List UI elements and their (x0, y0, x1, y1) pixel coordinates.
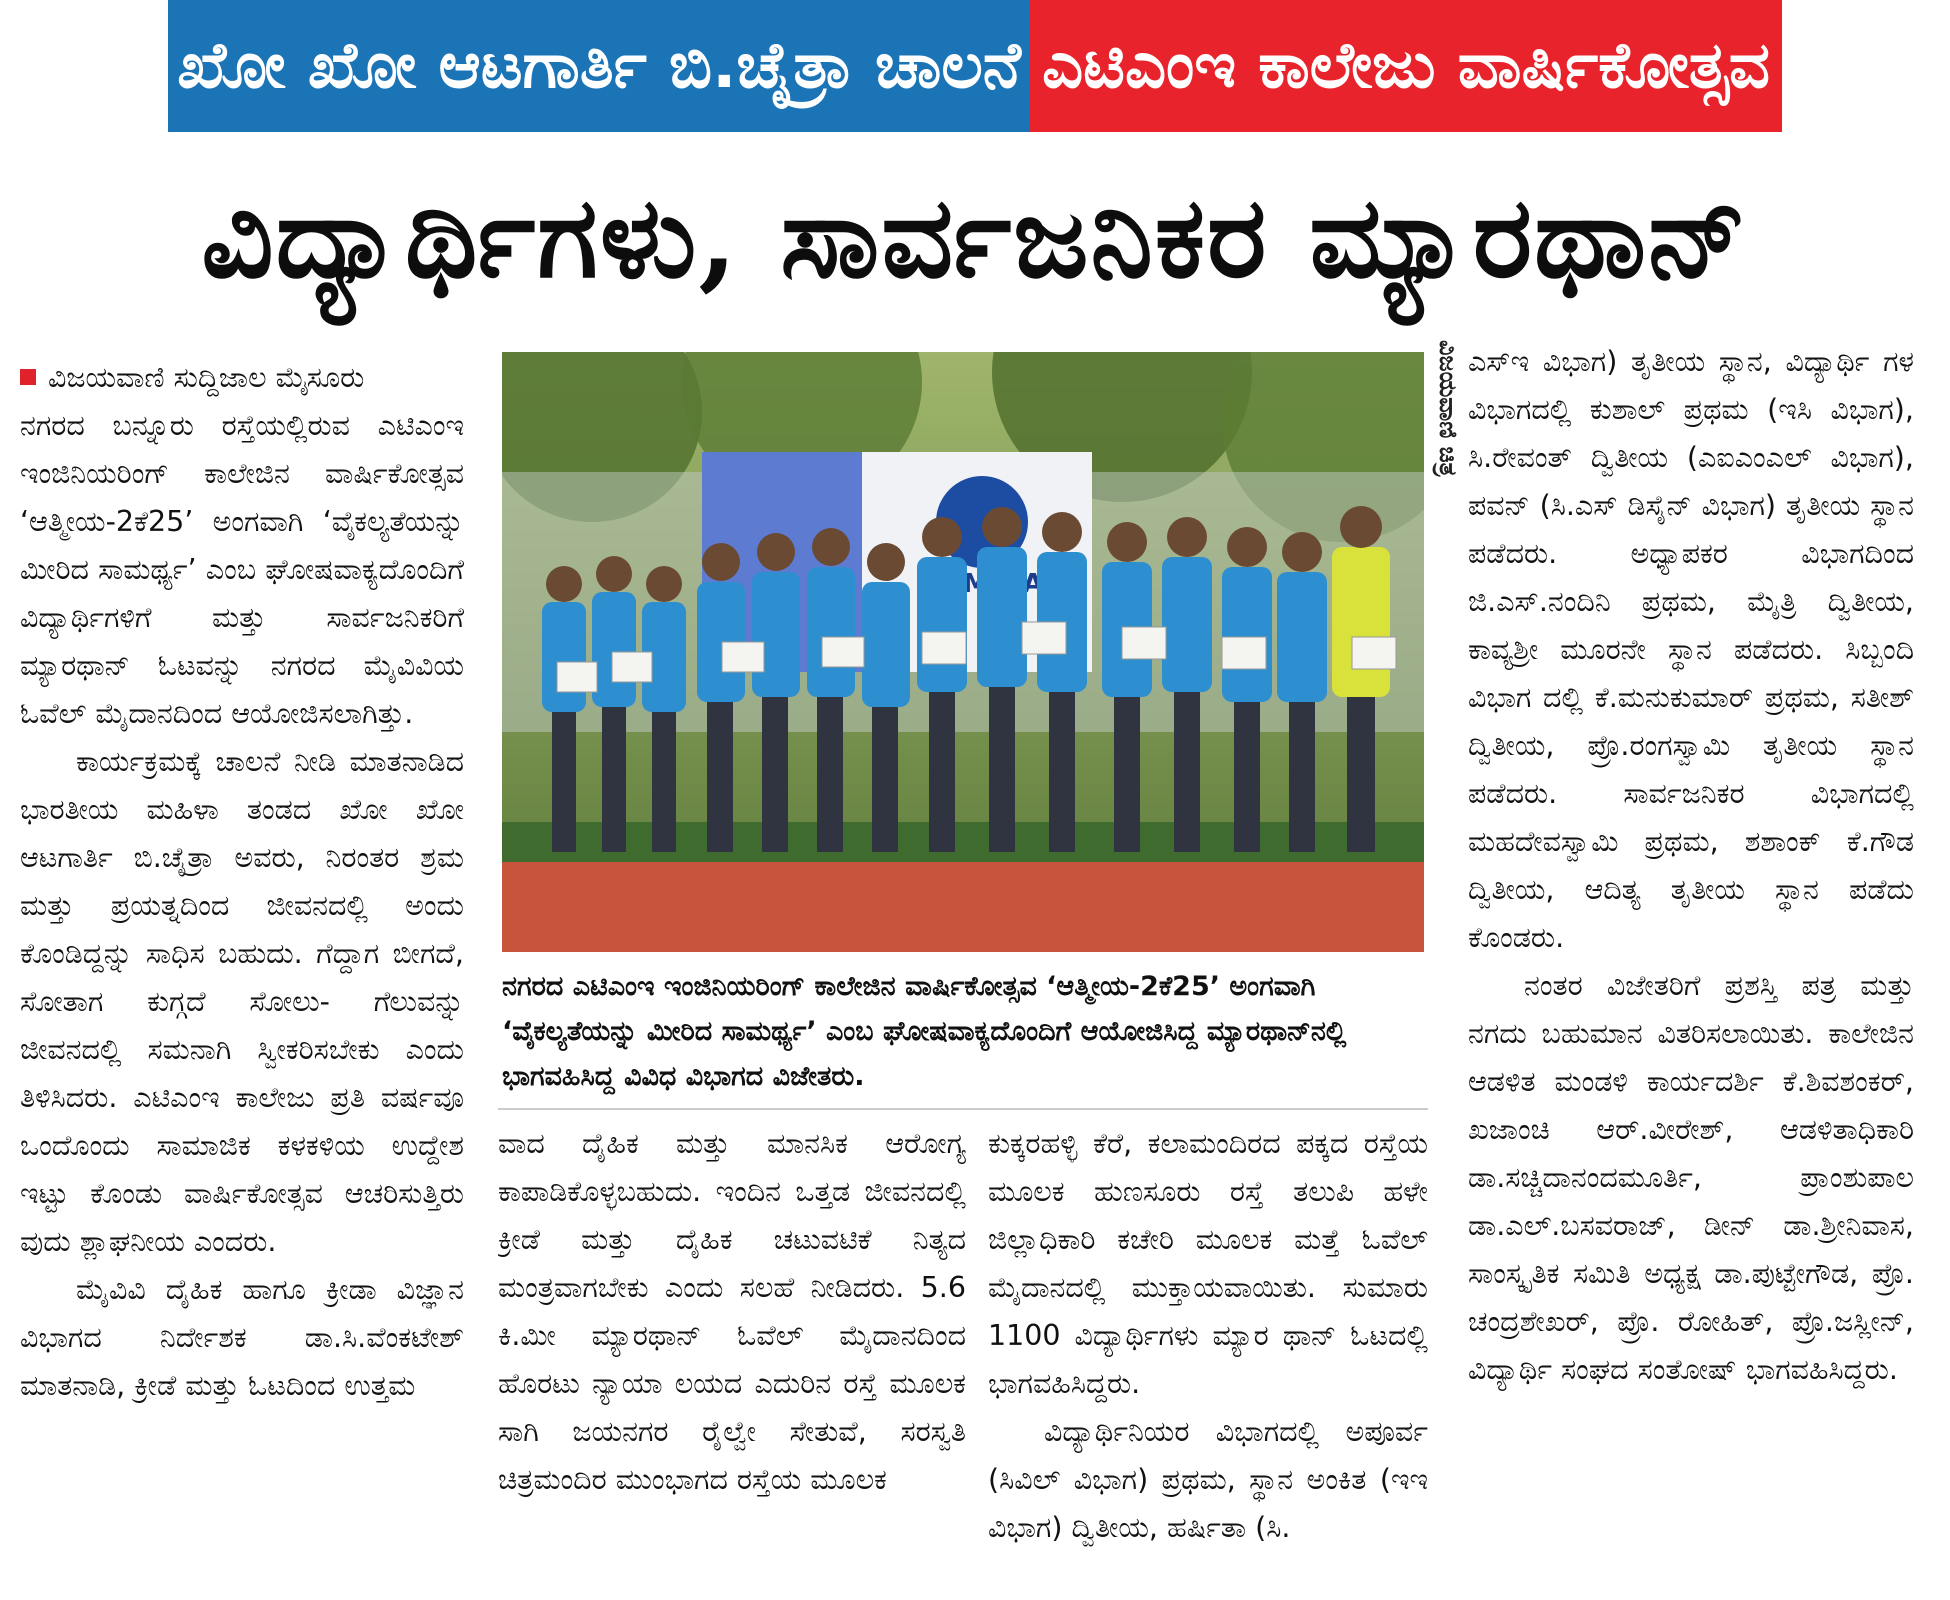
photo-caption: ನಗರದ ಎಟಿಎಂಇ ಇಂಜಿನಿಯರಿಂಗ್ ಕಾಲೇಜಿನ ವಾರ್ಷಿಕೋತ್ಸವ ‘ಆತ್ಮೀಯ-2ಕೆ25’ ಅಂಗವಾಗಿ ‘ವೈಕಲ್ಯತೆಯನ್ನು ಮೀರಿದ ಸಾಮರ್ಥ್ಯ’ ಎಂಬ ಘೋಷವಾಕ್ಯದೊಂದಿಗೆ ಆಯೋಜಿಸಿದ್ದ ಮ್ಯಾರಥಾನ್‌ನಲ್ಲಿ ಭಾಗವಹಿಸಿದ್ದ ವಿವಿಧ ವಿಭಾಗದ ವಿಜೇತರು. (502, 971, 1347, 1092)
dateline-square-icon (20, 369, 36, 385)
kicker-left: ಖೋ ಖೋ ಆಟಗಾರ್ತಿ ಬಿ.ಚೈತ್ರಾ ಚಾಲನೆ (168, 0, 1030, 132)
divider (498, 1108, 1428, 1110)
news-photo (502, 352, 1424, 952)
article-column-4 (1468, 338, 1914, 1594)
headline: ವಿದ್ಯಾರ್ಥಿಗಳು, ಸಾರ್ವಜನಿಕರ ಮ್ಯಾರಥಾನ್ (201, 171, 1749, 303)
paragraph: ನಗರದ ಬನ್ನೂರು ರಸ್ತೆಯಲ್ಲಿರುವ ಎಟಿಎಂಇ ಇಂಜಿನಿಯರಿಂಗ್ ಕಾಲೇಜಿನ ವಾರ್ಷಿಕೋತ್ಸವ ‘ಆತ್ಮೀಯ-2ಕೆ25’ ಅಂಗವಾಗಿ ‘ವೈಕಲ್ಯತೆಯನ್ನು ಮೀರಿದ ಸಾಮರ್ಥ್ಯ’ ಎಂಬ ಘೋಷವಾಕ್ಯದೊಂದಿಗೆ ವಿದ್ಯಾರ್ಥಿಗಳಿಗೆ ಮತ್ತು ಸಾರ್ವಜನಿಕರಿಗೆ ಮ್ಯಾರಥಾನ್ ಓಟವನ್ನು ನಗರದ ಮೈವಿವಿಯ ಓವೆಲ್ ಮೈದಾನದಿಂದ ಆಯೋಜಿಸಲಾಗಿತ್ತು. (20, 409, 464, 730)
article-column-3 (988, 1120, 1428, 1594)
paragraph: ಕಾರ್ಯಕ್ರಮಕ್ಕೆ ಚಾಲನೆ ನೀಡಿ ಮಾತನಾಡಿದ ಭಾರತೀಯ ಮಹಿಳಾ ತಂಡದ ಖೋ ಖೋ ಆಟಗಾರ್ತಿ ಬಿ.ಚೈತ್ರಾ ಅವರು, ನಿರಂತರ ಶ್ರಮ ಮತ್ತು ಪ್ರಯತ್ನದಿಂದ ಜೀವನದಲ್ಲಿ ಅಂದು ಕೊಂಡಿದ್ದನ್ನು ಸಾಧಿಸ ಬಹುದು. ಗೆದ್ದಾಗ ಬೀಗದೆ, ಸೋತಾಗ ಕುಗ್ಗದೆ ಸೋಲು- ಗೆಲುವನ್ನು ಜೀವನದಲ್ಲಿ ಸಮನಾಗಿ ಸ್ವೀಕರಿಸಬೇಕು ಎಂದು ತಿಳಿಸಿದರು. ಎಟಿಎಂಇ ಕಾಲೇಜು ಪ್ರತಿ ವರ್ಷವೂ ಒಂದೊಂದು ಸಾಮಾಜಿಕ ಕಳಕಳಿಯ ಉದ್ದೇಶ ಇಟ್ಟು ಕೊಂಡು ವಾರ್ಷಿಕೋತ್ಸವ ಆಚರಿಸುತ್ತಿರು ವುದು ಶ್ಲಾಘನೀಯ ಎಂದರು. (20, 745, 464, 1258)
dateline (20, 354, 464, 402)
paragraph: ವಾದ ದೈಹಿಕ ಮತ್ತು ಮಾನಸಿಕ ಆರೋಗ್ಯ ಕಾಪಾಡಿಕೊಳ್ಳಬಹುದು. ಇಂದಿನ ಒತ್ತಡ ಜೀವನದಲ್ಲಿ ಕ್ರೀಡೆ ಮತ್ತು ದೈಹಿಕ ಚಟುವಟಿಕೆ ನಿತ್ಯದ ಮಂತ್ರವಾಗಬೇಕು ಎಂದು ಸಲಹೆ ನೀಡಿದರು. 5.6 ಕಿ.ಮೀ ಮ್ಯಾರಥಾನ್ ಓವೆಲ್ ಮೈದಾನದಿಂದ ಹೊರಟು ನ್ಯಾಯಾ ಲಯದ ಎದುರಿನ ರಸ್ತೆ ಮೂಲಕ ಸಾಗಿ ಜಯನಗರ ರೈಲ್ವೇ ಸೇತುವೆ, ಸರಸ್ವತಿ ಚಿತ್ರಮಂದಿರ ಮುಂಭಾಗದ ರಸ್ತೆಯ ಮೂಲಕ (498, 1127, 966, 1496)
paragraph: ನಂತರ ವಿಜೇತರಿಗೆ ಪ್ರಶಸ್ತಿ ಪತ್ರ ಮತ್ತು ನಗದು ಬಹುಮಾನ ವಿತರಿಸಲಾಯಿತು. ಕಾಲೇಜಿನ ಆಡಳಿತ ಮಂಡಳಿ ಕಾರ್ಯದರ್ಶಿ ಕೆ.ಶಿವಶಂಕರ್, ಖಜಾಂಚಿ ಆರ್.ವೀರೇಶ್, ಆಡಳಿತಾಧಿಕಾರಿ ಡಾ.ಸಚ್ಚಿದಾನಂದಮೂರ್ತಿ, ಪ್ರಾಂಶುಪಾಲ ಡಾ.ಎಲ್.ಬಸವರಾಜ್, ಡೀನ್ ಡಾ.ಶ್ರೀನಿವಾಸ, ಸಾಂಸ್ಕೃತಿಕ ಸಮಿತಿ ಅಧ್ಯಕ್ಷ ಡಾ.ಪುಟ್ಟೇಗೌಡ, ಪ್ರೊ. ಚಂದ್ರಶೇಖರ್, ಪ್ರೊ. ರೋಹಿತ್, ಪ್ರೊ.ಜಸ್ಲೀನ್, ವಿದ್ಯಾರ್ಥಿ ಸಂಘದ ಸಂತೋಷ್ ಭಾಗವಹಿಸಿದ್ದರು. (1468, 969, 1914, 1386)
group-photo-illustration (502, 352, 1424, 952)
paragraph: ವಿದ್ಯಾರ್ಥಿನಿಯರ ವಿಭಾಗದಲ್ಲಿ ಅಪೂರ್ವ (ಸಿವಿಲ್ ವಿಭಾಗ) ಪ್ರಥಮ, ಸ್ಥಾನ ಅಂಕಿತ (ಇಇ ವಿಭಾಗ) ದ್ವಿತೀಯ, ಹರ್ಷಿತಾ (ಸಿ. (988, 1415, 1428, 1544)
paragraph: ಮೈವಿವಿ ದೈಹಿಕ ಹಾಗೂ ಕ್ರೀಡಾ ವಿಜ್ಞಾನ ವಿಭಾಗದ ನಿರ್ದೇಶಕ ಡಾ.ಸಿ.ವೆಂಕಟೇಶ್ ಮಾತನಾಡಿ, ಕ್ರೀಡೆ ಮತ್ತು ಓಟದಿಂದ ಉತ್ತಮ (20, 1273, 464, 1402)
paragraph: ಕುಕ್ಕರಹಳ್ಳಿ ಕೆರೆ, ಕಲಾಮಂದಿರದ ಪಕ್ಕದ ರಸ್ತೆಯ ಮೂಲಕ ಹುಣಸೂರು ರಸ್ತೆ ತಲುಪಿ ಹಳೇ ಜಿಲ್ಲಾಧಿಕಾರಿ ಕಚೇರಿ ಮೂಲಕ ಮತ್ತೆ ಓವೆಲ್ ಮೈದಾನದಲ್ಲಿ ಮುಕ್ತಾಯವಾಯಿತು. ಸುಮಾರು 1100 ವಿದ್ಯಾರ್ಥಿಗಳು ಮ್ಯಾರ ಥಾನ್ ಓಟದಲ್ಲಿ ಭಾಗವಹಿಸಿದ್ದರು. (988, 1127, 1428, 1400)
article-column-2 (498, 1120, 966, 1594)
photo-credit: ವಿಜಯವಾಣಿ ಚಿತ್ರ (1434, 340, 1462, 477)
paragraph: ಎಸ್‌ಇ ವಿಭಾಗ) ತೃತೀಯ ಸ್ಥಾನ, ವಿದ್ಯಾರ್ಥಿ ಗಳ ವಿಭಾಗದಲ್ಲಿ ಕುಶಾಲ್ ಪ್ರಥಮ (ಇಸಿ ವಿಭಾಗ), ಸಿ.ರೇವಂತ್ ದ್ವಿತೀಯ (ಎಐಎಂಎಲ್ ವಿಭಾಗ), ಪವನ್ (ಸಿ.ಎಸ್ ಡಿಸೈನ್ ವಿಭಾಗ) ತೃತೀಯ ಸ್ಥಾನ ಪಡೆದರು. ಅಧ್ಯಾಪಕರ ವಿಭಾಗದಿಂದ ಜಿ.ಎಸ್.ನಂದಿನಿ ಪ್ರಥಮ, ಮೈತ್ರಿ ದ್ವಿತೀಯ, ಕಾವ್ಯಶ್ರೀ ಮೂರನೇ ಸ್ಥಾನ ಪಡೆದರು. ಸಿಬ್ಬಂದಿ ವಿಭಾಗ ದಲ್ಲಿ ಕೆ.ಮನುಕುಮಾರ್ ಪ್ರಥಮ, ಸತೀಶ್ ದ್ವಿತೀಯ, ಪ್ರೊ.ರಂಗಸ್ವಾಮಿ ತೃತೀಯ ಸ್ಥಾನ ಪಡೆದರು. ಸಾರ್ವಜನಿಕರ ವಿಭಾಗದಲ್ಲಿ ಮಹದೇವಸ್ವಾಮಿ ಪ್ರಥಮ, ಶಶಾಂಕ್ ಕೆ.ಗೌಡ ದ್ವಿತೀಯ, ಆದಿತ್ಯ ತೃತೀಯ ಸ್ಥಾನ ಪಡೆದು ಕೊಂಡರು. (1468, 345, 1914, 954)
article-column-1 (20, 354, 464, 1594)
dateline-text: ವಿಜಯವಾಣಿ ಸುದ್ದಿಜಾಲ ಮೈಸೂರು (48, 361, 365, 394)
kicker-right: ಎಟಿಎಂಇ ಕಾಲೇಜು ವಾರ್ಷಿಕೋತ್ಸವ (1030, 0, 1782, 132)
